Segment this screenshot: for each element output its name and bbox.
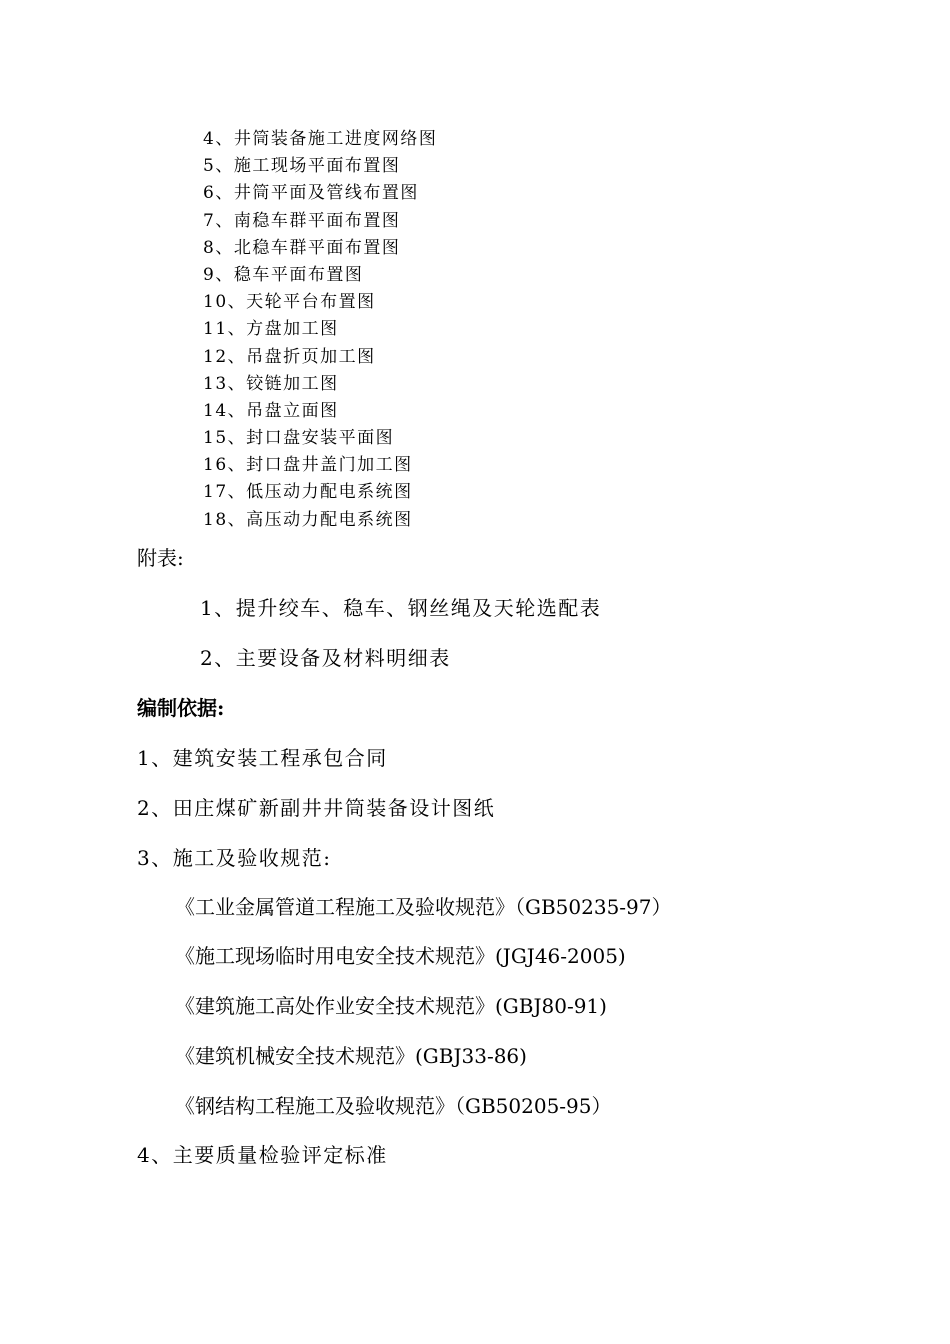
drawing-item: 17、低压动力配电系统图: [203, 482, 413, 503]
drawing-item: 7、南稳车群平面布置图: [203, 210, 401, 231]
drawing-item: 4、井筒装备施工进度网络图: [203, 129, 438, 149]
drawing-item: 14、吊盘立面图: [203, 400, 339, 421]
basis-item: 2、田庄煤矿新副井井筒装备设计图纸: [137, 796, 496, 820]
standard-item: 《施工现场临时用电安全技术规范》(JGJ46-2005): [175, 944, 626, 968]
standard-item: 《建筑机械安全技术规范》(GBJ33-86): [175, 1044, 527, 1068]
drawing-item: 12、吊盘折页加工图: [203, 346, 376, 367]
attachments-heading: 附表:: [137, 546, 184, 570]
drawing-item: 8、北稳车群平面布置图: [203, 237, 401, 258]
basis-item: 1、建筑安装工程承包合同: [137, 746, 388, 770]
drawing-item: 10、天轮平台布置图: [203, 292, 376, 313]
drawing-item: 9、稳车平面布置图: [203, 264, 364, 285]
drawing-item: 16、封口盘井盖门加工图: [203, 455, 413, 476]
drawing-item: 15、封口盘安装平面图: [203, 428, 395, 449]
standard-item: 《钢结构工程施工及验收规范》（GB50205-95）: [175, 1094, 612, 1118]
basis-item: 4、主要质量检验评定标准: [137, 1143, 388, 1167]
basis-item: 3、施工及验收规范:: [137, 846, 332, 870]
drawing-item: 11、方盘加工图: [203, 319, 339, 340]
standard-item: 《工业金属管道工程施工及验收规范》（GB50235-97）: [175, 895, 672, 919]
basis-heading: 编制依据:: [137, 696, 225, 720]
standard-item: 《建筑施工高处作业安全技术规范》(GBJ80-91): [175, 994, 607, 1018]
attachment-item: 2、主要设备及材料明细表: [200, 646, 451, 670]
drawing-item: 5、施工现场平面布置图: [203, 156, 401, 177]
drawing-item: 18、高压动力配电系统图: [203, 509, 413, 530]
drawing-item: 6、井筒平面及管线布置图: [203, 183, 419, 204]
drawings-list: [203, 126, 437, 534]
attachment-item: 1、提升绞车、稳车、钢丝绳及天轮选配表: [200, 596, 602, 620]
drawing-item: 13、铰链加工图: [203, 373, 339, 394]
